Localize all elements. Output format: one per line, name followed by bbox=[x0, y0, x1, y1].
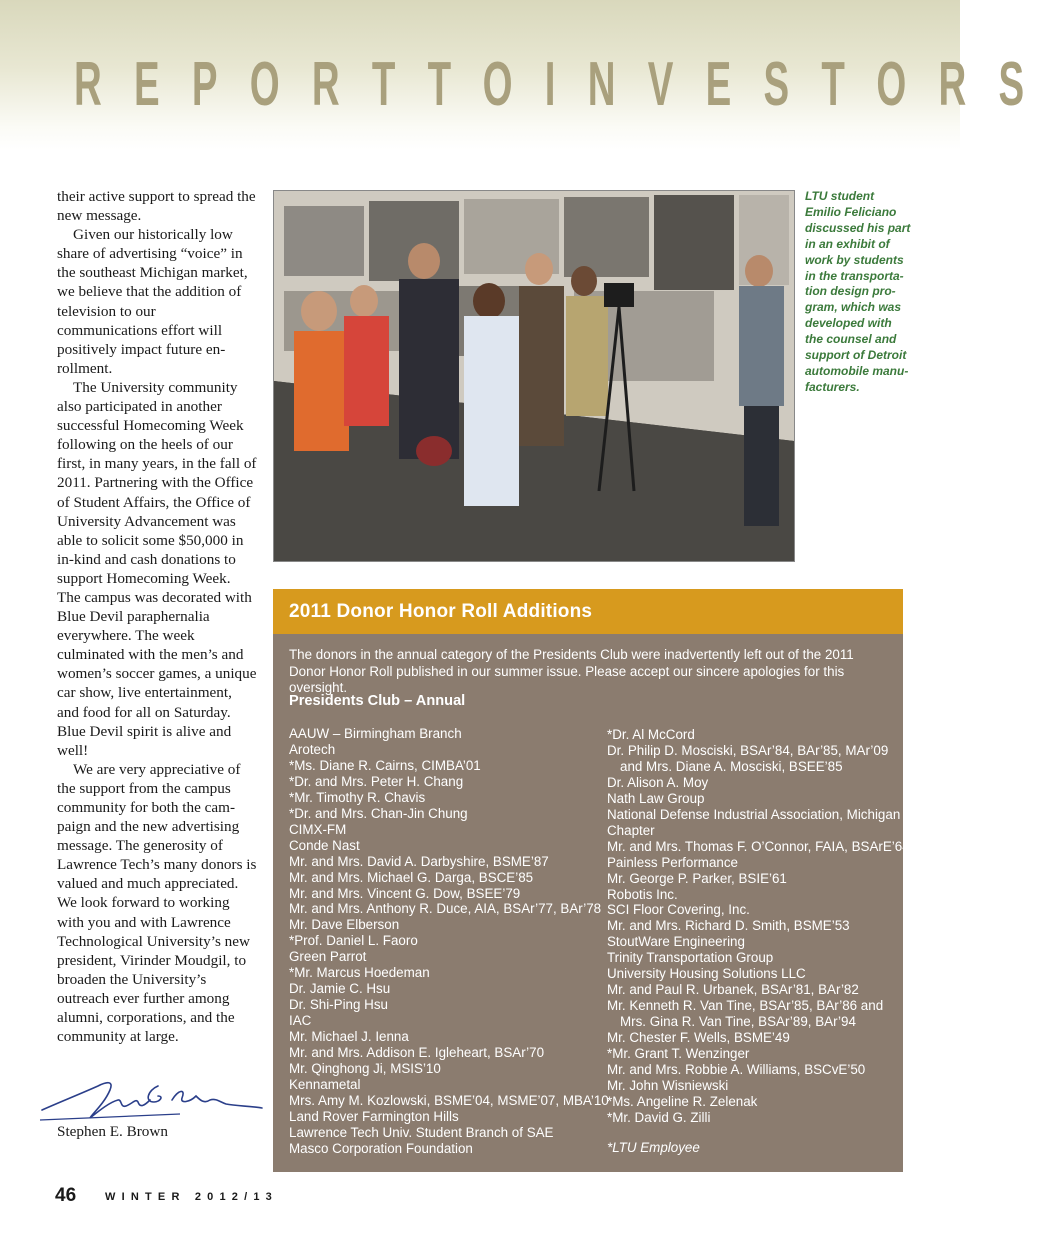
donor-name: and Mrs. Diane A. Mosciski, BSEE’85 bbox=[620, 758, 843, 774]
donor-name: Dr. Jamie C. Hsu bbox=[289, 981, 391, 997]
donor-name: Mr. John Wisniewski bbox=[607, 1077, 729, 1093]
title-word-to: TO bbox=[427, 49, 545, 119]
donor-name: Mr. and Mrs. Richard D. Smith, BSME’53 bbox=[607, 918, 850, 934]
exhibit-photo-illustration bbox=[274, 191, 794, 561]
donor-name: CIMX-FM bbox=[289, 821, 347, 837]
donor-name: Mr. George P. Parker, BSIE’61 bbox=[607, 870, 787, 886]
donor-name: *Dr. and Mrs. Peter H. Chang bbox=[289, 773, 464, 789]
donor-name: Painless Performance bbox=[607, 854, 738, 870]
ltu-employee-footnote: *LTU Employee bbox=[607, 1140, 700, 1155]
donor-name: Mr. Qinghong Ji, MSIS’10 bbox=[289, 1061, 441, 1077]
donor-name: Arotech bbox=[289, 741, 336, 757]
title-word-investors: INVESTORS bbox=[544, 49, 1056, 119]
donor-name: Kennametal bbox=[289, 1076, 361, 1092]
donor-name: Land Rover Farmington Hills bbox=[289, 1108, 459, 1124]
donor-name: Lawrence Tech Univ. Student Branch of SAE bbox=[289, 1124, 554, 1140]
donor-name: Green Parrot bbox=[289, 949, 367, 965]
donor-name: University Housing Solutions LLC bbox=[607, 966, 806, 982]
photo-caption: LTU student Emilio Feliciano discussed his part in an exhibit of work by students in the transporta- tion design pro- gram, which was developed with the counsel and support of Detroit automobile manu- facturers. bbox=[805, 189, 911, 394]
donor-name: Mrs. Amy M. Kozlowski, BSME’04, MSME’07, MBA’10 bbox=[289, 1092, 609, 1108]
donor-name: *Mr. Grant T. Wenzinger bbox=[607, 1046, 750, 1062]
donor-name: Conde Nast bbox=[289, 837, 360, 853]
honor-roll-intro: The donors in the annual category of the Presidents Club were inadvertently left out of the 2011 Donor Honor Roll published in our summer issue. Please accept our sincere apologies for this oversight. bbox=[289, 647, 854, 696]
paragraph: their active support to spread the new message. bbox=[57, 188, 256, 225]
paragraph: Given our historically low share of advertising “voice” in the southeast Michigan market, we believe that the addition of television to our communications effort will positively impact future enrollment. bbox=[57, 226, 248, 377]
donor-name: Mr. Kenneth R. Van Tine, BSAr’85, BAr’86 and bbox=[607, 998, 884, 1014]
donor-name: *Mr. David G. Zilli bbox=[607, 1109, 711, 1125]
signer-name: Stephen E. Brown bbox=[57, 1123, 168, 1140]
page-number: 46 bbox=[55, 1185, 77, 1206]
donor-honor-roll-box bbox=[273, 589, 910, 1172]
issue-label: WINTER 2012/13 bbox=[105, 1191, 279, 1203]
exhibit-photo bbox=[273, 190, 795, 562]
donor-name: Mr. Chester F. Wells, BSME’49 bbox=[607, 1030, 790, 1046]
donor-name: National Defense Industrial Association, Michigan bbox=[607, 806, 901, 822]
donor-name: SCI Floor Covering, Inc. bbox=[607, 902, 750, 918]
donor-name: Dr. Shi-Ping Hsu bbox=[289, 997, 388, 1013]
donor-name: *Mr. Timothy R. Chavis bbox=[289, 789, 426, 805]
donor-list-right bbox=[607, 727, 910, 1126]
donor-name: *Dr. Al McCord bbox=[607, 727, 695, 742]
title-word-report: REPORT bbox=[74, 49, 428, 119]
donor-name: Dr. Alison A. Moy bbox=[607, 774, 709, 790]
donor-name: Mr. and Mrs. David A. Darbyshire, BSME’87 bbox=[289, 853, 549, 869]
donor-name: Mr. and Paul R. Urbanek, BSAr’81, BAr’82 bbox=[607, 982, 859, 998]
donor-name: Mr. and Mrs. Thomas F. O’Connor, FAIA, BSArE’64 bbox=[607, 838, 910, 854]
donor-name: Mr. and Mrs. Robbie A. Williams, BSCvE’50 bbox=[607, 1062, 866, 1078]
donor-name: Mr. and Mrs. Vincent G. Dow, BSEE’79 bbox=[289, 885, 521, 901]
donor-name: *Dr. and Mrs. Chan-Jin Chung bbox=[289, 805, 468, 821]
report-to-investors-title bbox=[74, 49, 1056, 119]
donor-name: Robotis Inc. bbox=[607, 886, 678, 902]
donor-name: *Ms. Diane R. Cairns, CIMBA’01 bbox=[289, 757, 481, 773]
honor-roll-title: 2011 Donor Honor Roll Additions bbox=[289, 601, 593, 622]
donor-name: Mr. and Mrs. Addison E. Igleheart, BSAr’70 bbox=[289, 1045, 545, 1061]
article-body bbox=[57, 187, 257, 1046]
donor-name: Mr. and Mrs. Michael G. Darga, BSCE’85 bbox=[289, 869, 534, 885]
donor-name: IAC bbox=[289, 1013, 312, 1029]
donor-name: Mrs. Gina R. Van Tine, BSAr’89, BAr’94 bbox=[620, 1014, 856, 1030]
donor-name: AAUW – Birmingham Branch bbox=[289, 726, 462, 741]
donor-name: Masco Corporation Foundation bbox=[289, 1140, 473, 1156]
donor-name: Dr. Philip D. Mosciski, BSAr’84, BAr’85, MAr’09 bbox=[607, 742, 889, 758]
donor-name: *Ms. Angeline R. Zelenak bbox=[607, 1093, 758, 1109]
donor-name: Chapter bbox=[607, 822, 655, 838]
donor-name: Nath Law Group bbox=[607, 790, 705, 806]
paragraph: We are very appreciative of the support from the campus community for both the campaign and the new advertising message. The generosity of Lawrence Tech’s many donors is valued and much appreciated. We look forward to working with you and with Lawrence Technological University’s new president, Virinder Moudgil, to broaden the University’s outreach ever further among alumni, corporations, and the community at large. bbox=[57, 760, 257, 1046]
donor-name: Trinity Transportation Group bbox=[607, 950, 774, 966]
donor-name: StoutWare Engineering bbox=[607, 934, 745, 950]
paragraph: The University community also participated in another successful Homecoming Week following on the heels of our first, in many years, in the fall of 2011. Partnering with the Office of Student Affairs, the Office of University Advancement was able to solicit some $50,000 in in-kind and cash donations to support Homecoming Week. The campus was decorated with Blue Devil paraphernalia everywhere. The week culminated with the men’s and women’s soccer games, a unique car show, live entertainment, and food for all on Saturday. Blue Devil spirit is alive and well! bbox=[57, 378, 257, 759]
donor-name: Mr. Dave Elberson bbox=[289, 917, 400, 933]
donor-name: *Prof. Daniel L. Faoro bbox=[289, 933, 418, 949]
donor-name: Mr. Michael J. Ienna bbox=[289, 1029, 409, 1045]
donor-list-left bbox=[289, 726, 609, 1157]
donor-name: Mr. and Mrs. Anthony R. Duce, AIA, BSAr’77, BAr’78 bbox=[289, 901, 602, 917]
donor-name: *Mr. Marcus Hoedeman bbox=[289, 965, 430, 981]
presidents-club-subhead: Presidents Club – Annual bbox=[289, 693, 466, 709]
